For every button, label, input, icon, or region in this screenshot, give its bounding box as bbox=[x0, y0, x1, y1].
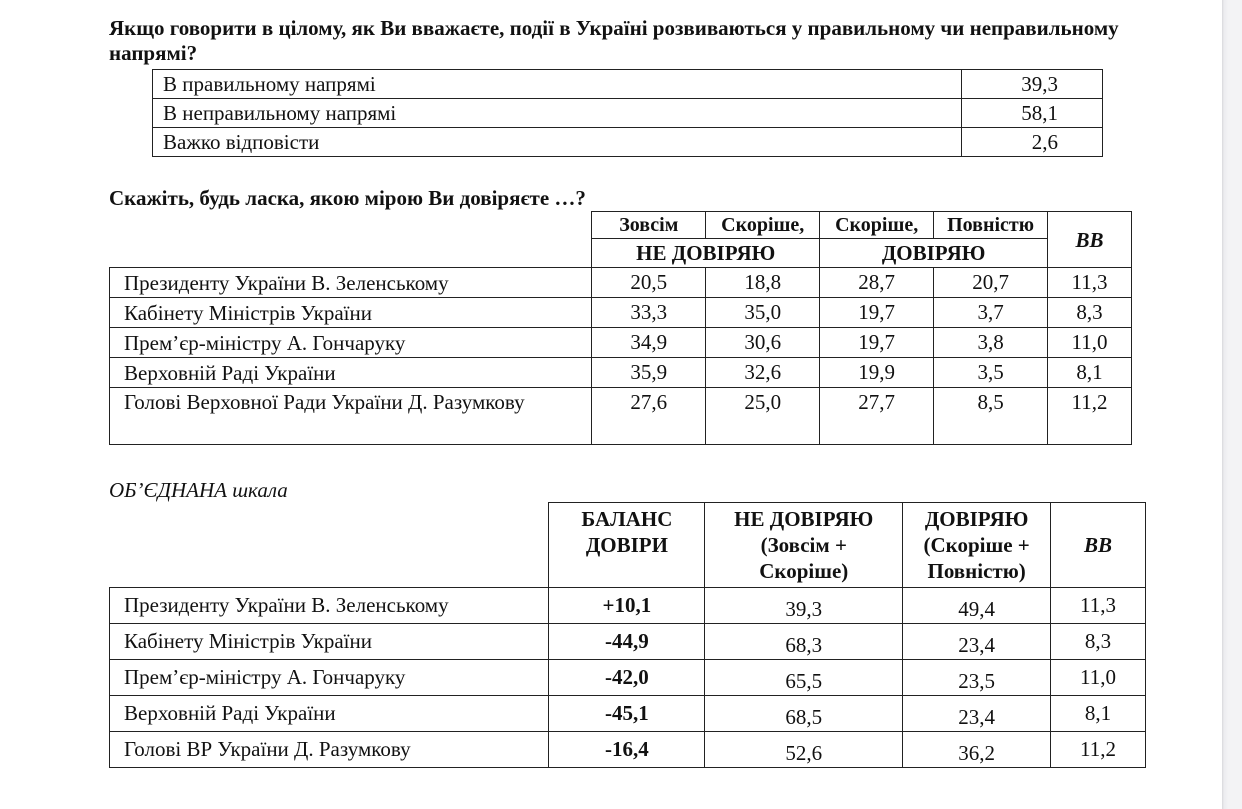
cell: 8,1 bbox=[1048, 358, 1132, 388]
cell: 3,5 bbox=[934, 358, 1048, 388]
dk-cell: 11,3 bbox=[1051, 588, 1146, 624]
cell: 18,8 bbox=[706, 268, 820, 298]
header-line: Скоріше) bbox=[759, 559, 849, 583]
question-3-title: ОБ’ЄДНАНА шкала bbox=[109, 478, 288, 502]
cell: 32,6 bbox=[706, 358, 820, 388]
cell: 33,3 bbox=[592, 298, 706, 328]
header-rather: Скоріше, bbox=[820, 212, 934, 239]
trust-cell: 23,4 bbox=[903, 696, 1051, 732]
question-1-table bbox=[152, 69, 1103, 157]
row-label: Кабінету Міністрів України bbox=[110, 624, 549, 660]
row-label: Важко відповісти bbox=[153, 128, 962, 157]
row-value: 58,1 bbox=[962, 99, 1103, 128]
header-dk: ВВ bbox=[1048, 212, 1132, 268]
cell: 3,8 bbox=[934, 328, 1048, 358]
distrust-cell: 39,3 bbox=[705, 588, 903, 624]
cell: 11,0 bbox=[1048, 328, 1132, 358]
cell: 3,7 bbox=[934, 298, 1048, 328]
header-distrust-group: НЕ ДОВІРЯЮ bbox=[592, 239, 820, 268]
balance-cell: -42,0 bbox=[549, 660, 705, 696]
row-label: Голові Верховної Ради України Д. Разумкову bbox=[110, 388, 592, 445]
dk-cell: 11,0 bbox=[1051, 660, 1146, 696]
row-label: Президенту України В. Зеленському bbox=[110, 268, 592, 298]
trust-cell: 23,4 bbox=[903, 624, 1051, 660]
cell: 20,7 bbox=[934, 268, 1048, 298]
row-label: Голові ВР України Д. Разумкову bbox=[110, 732, 549, 768]
distrust-cell: 68,5 bbox=[705, 696, 903, 732]
cell: 19,7 bbox=[820, 298, 934, 328]
cell: 8,5 bbox=[934, 388, 1048, 445]
trust-cell: 36,2 bbox=[903, 732, 1051, 768]
table-row bbox=[110, 268, 1132, 298]
trust-cell: 49,4 bbox=[903, 588, 1051, 624]
dk-cell: 8,3 bbox=[1051, 624, 1146, 660]
cell: 11,2 bbox=[1048, 388, 1132, 445]
balance-cell: +10,1 bbox=[549, 588, 705, 624]
header-rather-not: Скоріше, bbox=[706, 212, 820, 239]
header-blank bbox=[110, 212, 592, 268]
balance-cell: -44,9 bbox=[549, 624, 705, 660]
header-dk: ВВ bbox=[1051, 503, 1146, 588]
cell: 30,6 bbox=[706, 328, 820, 358]
header-line: Повністю) bbox=[927, 559, 1026, 583]
header-not-at-all: Зовсім bbox=[592, 212, 706, 239]
header-line: ДОВІРИ bbox=[585, 533, 668, 557]
header-fully: Повністю bbox=[934, 212, 1048, 239]
balance-cell: -45,1 bbox=[549, 696, 705, 732]
trust-table bbox=[109, 211, 1132, 445]
page-edge bbox=[1222, 0, 1242, 809]
cell: 25,0 bbox=[706, 388, 820, 445]
cell: 19,7 bbox=[820, 328, 934, 358]
trust-cell: 23,5 bbox=[903, 660, 1051, 696]
cell: 35,0 bbox=[706, 298, 820, 328]
row-label: Президенту України В. Зеленському bbox=[110, 588, 549, 624]
balance-cell: -16,4 bbox=[549, 732, 705, 768]
cell: 8,3 bbox=[1048, 298, 1132, 328]
header-row bbox=[110, 503, 1146, 588]
row-value: 2,6 bbox=[962, 128, 1103, 157]
table-row bbox=[153, 70, 1103, 99]
header-row bbox=[110, 212, 1132, 239]
header-line: (Зовсім + bbox=[760, 533, 847, 557]
cell: 27,7 bbox=[820, 388, 934, 445]
header-trust bbox=[903, 503, 1051, 588]
header-balance bbox=[549, 503, 705, 588]
table-row bbox=[110, 388, 1132, 445]
table-row bbox=[110, 298, 1132, 328]
row-label: Верховній Раді України bbox=[110, 696, 549, 732]
row-value: 39,3 bbox=[962, 70, 1103, 99]
header-line: (Скоріше + bbox=[923, 533, 1030, 557]
row-label: Верховній Раді України bbox=[110, 358, 592, 388]
distrust-cell: 68,3 bbox=[705, 624, 903, 660]
row-label: В неправильному напрямі bbox=[153, 99, 962, 128]
table-row bbox=[153, 128, 1103, 157]
table-row bbox=[110, 624, 1146, 660]
cell: 20,5 bbox=[592, 268, 706, 298]
distrust-cell: 65,5 bbox=[705, 660, 903, 696]
row-label: Кабінету Міністрів України bbox=[110, 298, 592, 328]
question-1-title: Якщо говорити в цілому, як Ви вважаєте, події в Україні розвиваються у правильному чи неправильному напрямі? bbox=[109, 16, 1119, 65]
table-row bbox=[110, 660, 1146, 696]
table-row bbox=[110, 358, 1132, 388]
header-trust-group: ДОВІРЯЮ bbox=[820, 239, 1048, 268]
table-row bbox=[153, 99, 1103, 128]
header-blank bbox=[110, 503, 549, 588]
cell: 35,9 bbox=[592, 358, 706, 388]
row-label: В правильному напрямі bbox=[153, 70, 962, 99]
table-row bbox=[110, 696, 1146, 732]
cell: 28,7 bbox=[820, 268, 934, 298]
header-line: НЕ ДОВІРЯЮ bbox=[734, 507, 874, 531]
cell: 19,9 bbox=[820, 358, 934, 388]
header-line: ДОВІРЯЮ bbox=[924, 507, 1029, 531]
distrust-cell: 52,6 bbox=[705, 732, 903, 768]
table-row bbox=[110, 588, 1146, 624]
dk-cell: 11,2 bbox=[1051, 732, 1146, 768]
table-row bbox=[110, 328, 1132, 358]
combined-scale-table bbox=[109, 502, 1146, 768]
dk-cell: 8,1 bbox=[1051, 696, 1146, 732]
cell: 11,3 bbox=[1048, 268, 1132, 298]
row-label: Прем’єр-міністру А. Гончаруку bbox=[110, 328, 592, 358]
table-row bbox=[110, 732, 1146, 768]
cell: 27,6 bbox=[592, 388, 706, 445]
question-2-title: Скажіть, будь ласка, якою мірою Ви довіряєте …? bbox=[109, 186, 586, 210]
cell: 34,9 bbox=[592, 328, 706, 358]
header-distrust bbox=[705, 503, 903, 588]
header-line: БАЛАНС bbox=[581, 507, 673, 531]
row-label: Прем’єр-міністру А. Гончаруку bbox=[110, 660, 549, 696]
